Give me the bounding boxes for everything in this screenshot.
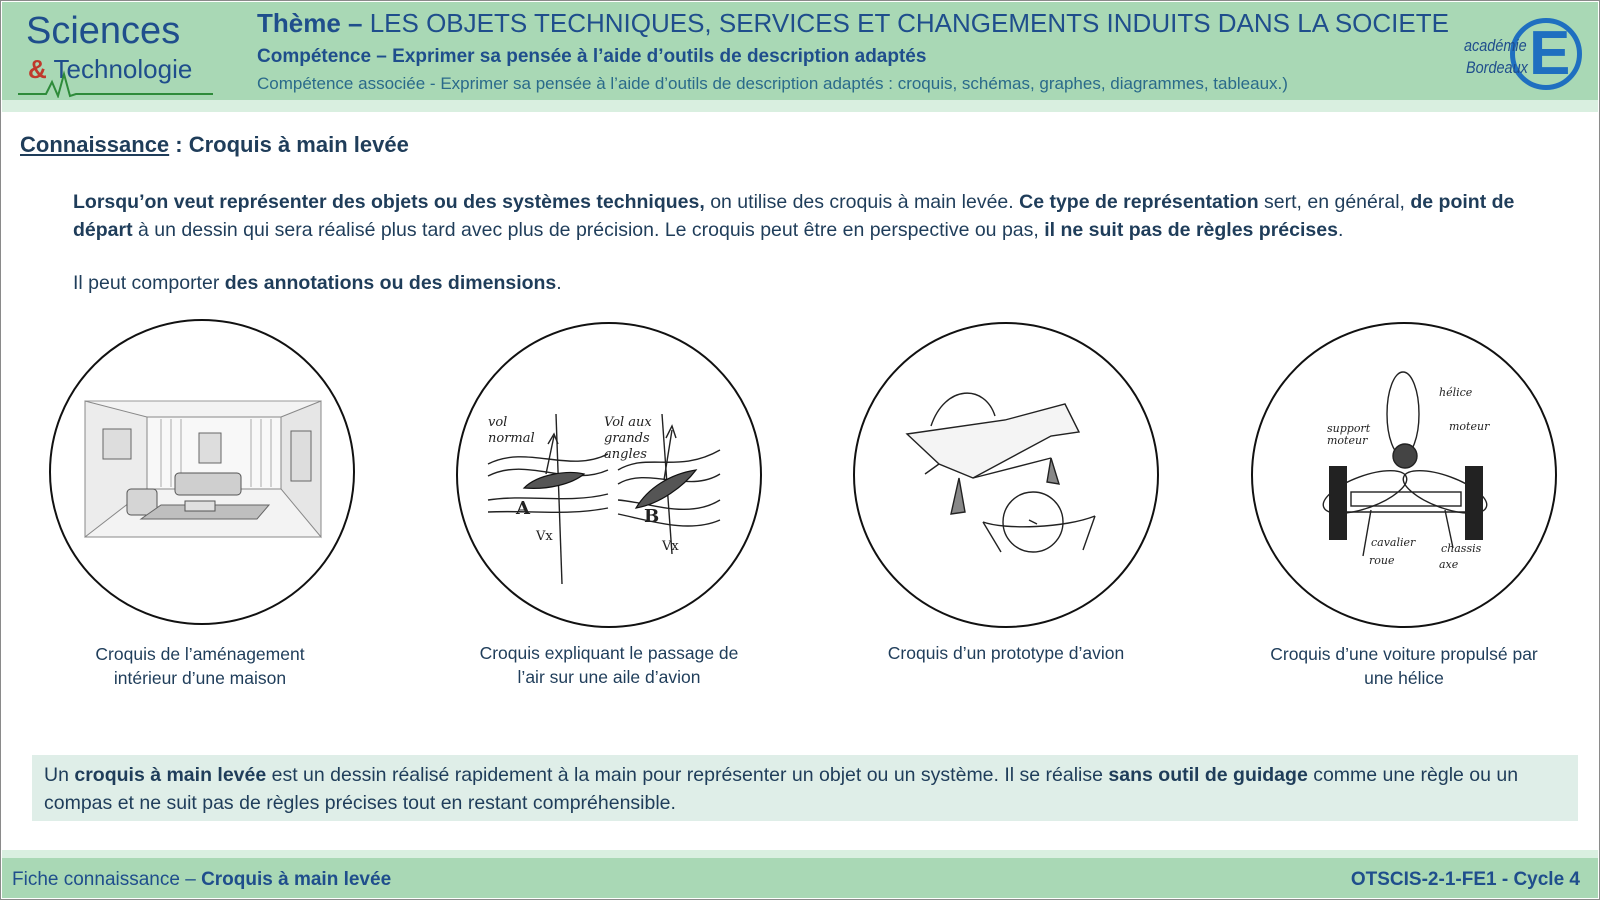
definition-box bbox=[32, 755, 1578, 821]
intro-bold-2: Ce type de représentation bbox=[1019, 191, 1259, 213]
label-moteur: moteur bbox=[1449, 420, 1490, 433]
def-t3: comme une règle ou un compas et ne suit pas de règles précises tout en restant compréhensible. bbox=[44, 764, 1519, 814]
sketch-plane-circle bbox=[853, 322, 1159, 628]
intro-paragraph bbox=[73, 188, 1553, 244]
label-axe: axe bbox=[1439, 558, 1459, 571]
airfoil-sketch-image bbox=[458, 324, 760, 626]
competence: Compétence – Exprimer sa pensée à l’aide d’outils de description adaptés bbox=[257, 46, 927, 67]
caption-interior-l1: Croquis de l’aménagement bbox=[95, 644, 305, 664]
sketch-airfoil-circle bbox=[456, 322, 762, 628]
label-vol-normal-1: vol bbox=[488, 415, 508, 430]
section-label: Connaissance bbox=[20, 132, 170, 157]
intro-bold-3: de point de départ bbox=[73, 191, 1515, 241]
section-title bbox=[20, 132, 409, 158]
intro2-text-1: Il peut comporter bbox=[73, 272, 225, 294]
footer-left-prefix: Fiche connaissance – bbox=[12, 869, 202, 890]
caption-interior bbox=[40, 642, 360, 690]
caption-airfoil-l2: l’air sur une aile d’avion bbox=[517, 667, 701, 687]
def-t2: est un dessin réalisé rapidement à la main pour représenter un objet ou un système. Il se réalise bbox=[266, 764, 1109, 786]
footer-separator bbox=[2, 850, 1598, 858]
academy-line1: académie bbox=[1464, 36, 1527, 55]
intro-paragraph-2 bbox=[73, 272, 562, 295]
def-b1: croquis à main levée bbox=[74, 764, 267, 786]
intro-bold-1: Lorsqu’on veut représenter des objets ou des systèmes techniques, bbox=[73, 191, 705, 213]
intro-text-3: à un dessin qui sera réalisé plus tard avec plus de précision. Le croquis peut être en perspective ou pas, bbox=[132, 219, 1045, 241]
header-separator bbox=[2, 100, 1598, 112]
plane-sketch-image bbox=[855, 324, 1157, 626]
label-roue: roue bbox=[1369, 554, 1395, 567]
caption-plane bbox=[846, 641, 1166, 665]
intro-text-1: on utilise des croquis à main levée. bbox=[704, 191, 1020, 213]
definition-text bbox=[44, 761, 1569, 817]
caption-car bbox=[1244, 642, 1564, 690]
label-chassis: chassis bbox=[1441, 542, 1482, 555]
intro-bold-4: il ne suit pas de règles précises bbox=[1044, 219, 1338, 241]
logo-line2-text: Technologie bbox=[53, 54, 193, 84]
car-sketch-image bbox=[1253, 324, 1555, 626]
intro2-text-2: . bbox=[556, 272, 562, 294]
label-a: A bbox=[516, 498, 530, 519]
label-vol-aux-2: grands bbox=[604, 431, 650, 446]
section-heading: : Croquis à main levée bbox=[169, 132, 409, 157]
label-support-moteur: moteur bbox=[1327, 434, 1368, 447]
label-support: support bbox=[1327, 422, 1371, 435]
intro2-bold-1: des annotations ou des dimensions bbox=[224, 272, 557, 294]
def-t1: Un bbox=[44, 764, 75, 786]
theme-text: LES OBJETS TECHNIQUES, SERVICES ET CHANGEMENTS INDUITS DANS LA SOCIETE bbox=[369, 8, 1449, 38]
label-vol-normal-2: normal bbox=[488, 431, 535, 446]
logo-line1: Sciences bbox=[26, 10, 181, 52]
caption-airfoil bbox=[449, 641, 769, 689]
footer-left bbox=[12, 869, 391, 891]
footer-right: OTSCIS-2-1-FE1 - Cycle 4 bbox=[1350, 869, 1580, 890]
label-vx-b: Vx bbox=[662, 539, 679, 554]
pulse-line-icon bbox=[18, 68, 218, 98]
def-b2: sans outil de guidage bbox=[1108, 764, 1308, 786]
caption-car-l2: une hélice bbox=[1364, 668, 1444, 688]
label-vol-aux-1: Vol aux bbox=[604, 415, 652, 430]
competence-associee: Compétence associée - Exprimer sa pensée à l’aide d’outils de description adaptés : croquis, schémas, graphes, diagrammes, tableaux.) bbox=[257, 74, 1288, 93]
interior-sketch-image bbox=[51, 321, 353, 623]
sketch-interior-circle bbox=[49, 319, 355, 625]
academy-letter: E bbox=[1529, 19, 1571, 88]
sciences-technologie-logo bbox=[18, 8, 218, 94]
caption-car-l1: Croquis d’une voiture propulsé par bbox=[1270, 644, 1538, 664]
footer-left-bold: Croquis à main levée bbox=[201, 869, 392, 890]
theme-title bbox=[257, 8, 1449, 39]
label-cavalier: cavalier bbox=[1371, 536, 1416, 549]
caption-interior-l2: intérieur d’une maison bbox=[113, 668, 287, 688]
intro-text-4: . bbox=[1337, 219, 1344, 241]
label-b: B bbox=[644, 506, 660, 527]
intro-text-2: sert, en général, bbox=[1258, 191, 1411, 213]
caption-airfoil-l1: Croquis expliquant le passage de bbox=[479, 643, 739, 663]
logo-amp: & bbox=[28, 54, 47, 84]
label-vx-a: Vx bbox=[536, 529, 553, 544]
academie-bordeaux-logo bbox=[1458, 6, 1594, 96]
academy-line2: Bordeaux bbox=[1466, 58, 1528, 77]
sketch-car-circle bbox=[1251, 322, 1557, 628]
theme-prefix: Thème – bbox=[257, 8, 370, 38]
label-vol-aux-3: angles bbox=[604, 447, 647, 462]
caption-plane-l1: Croquis d’un prototype d’avion bbox=[887, 643, 1125, 663]
label-helice: hélice bbox=[1439, 386, 1473, 399]
